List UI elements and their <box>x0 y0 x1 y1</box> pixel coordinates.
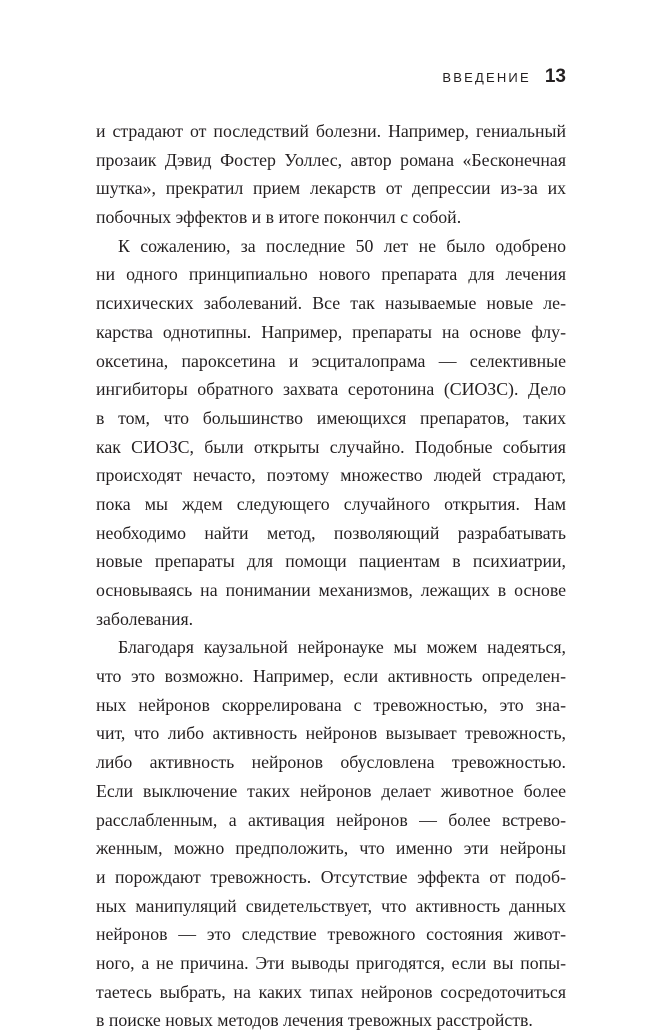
text-line: основываясь на понимании механизмов, лежащих в основе <box>96 580 566 600</box>
text-line: психических заболеваний. Все так называемые новые ле- <box>96 293 566 314</box>
text-line: в поиске новых методов лечения тревожных расстройств. <box>96 1010 533 1031</box>
text-line: нейронов — это следствие тревожного состояния живот- <box>96 924 566 945</box>
text-line: ных манипуляций свидетельствует, что активность данных <box>96 895 566 916</box>
paragraph-1 <box>96 117 566 232</box>
text-line: Благодаря каузальной нейронауке мы можем надеяться, <box>118 637 566 658</box>
text-line: необходимо найти метод, позволяющий разрабатывать <box>96 522 566 543</box>
text-line: К сожалению, за последние 50 лет не было одобрено <box>118 235 566 256</box>
paragraph-3 <box>96 633 566 1035</box>
text-line: ного, а не причина. Эти выводы пригодятся, если вы попы- <box>96 952 566 973</box>
text-line: происходят нечасто, поэтому множество людей страдают, <box>96 465 566 486</box>
text-line: чит, что либо активность нейронов вызывает тревожность, <box>96 723 566 744</box>
text-line: Если выключение таких нейронов делает животное более <box>96 780 566 801</box>
text-line: карства однотипны. Например, препараты на основе флу- <box>96 321 566 342</box>
text-line: и порождают тревожность. Отсутствие эффекта от подоб- <box>96 866 566 887</box>
text-line: побочных эффектов и в итоге покончил с собой. <box>96 207 462 228</box>
text-line: прозаик Дэвид Фостер Уоллес, автор романа «Бесконечная <box>96 149 566 170</box>
running-head <box>442 66 566 88</box>
text-line: что это возможно. Например, если активность определен- <box>96 666 566 687</box>
text-line: женным, можно предположить, что именно эти нейроны <box>96 838 566 859</box>
text-line: оксетина, пароксетина и эсциталопрама — селективные <box>96 350 566 371</box>
text-line: ни одного принципиально нового препарата для лечения <box>96 264 566 285</box>
text-line: таетесь выбрать, на каких типах нейронов сосредоточиться <box>96 981 566 1002</box>
paragraph-2 <box>96 232 566 634</box>
section-title: ВВЕДЕНИЕ <box>442 70 531 85</box>
text-line: пока мы ждем следующего случайного открытия. Нам <box>96 493 566 514</box>
text-line: и страдают от последствий болезни. Например, гениальный <box>96 121 566 141</box>
text-line: новые препараты для помощи пациентам в психиатрии, <box>96 551 566 572</box>
body-text <box>96 117 566 1035</box>
page-number: 13 <box>544 66 566 87</box>
text-line: ных нейронов скоррелирована с тревожностью, это зна- <box>96 694 566 715</box>
text-line: ингибиторы обратного захвата серотонина (СИОЗС). Дело <box>96 379 566 400</box>
text-line: либо активность нейронов обусловлена тревожностью. <box>96 752 566 773</box>
text-line: заболевания. <box>96 608 194 629</box>
text-line: расслабленным, а активация нейронов — более встрево- <box>96 809 566 830</box>
text-line: как СИОЗС, были открыты случайно. Подобные события <box>96 436 566 457</box>
text-line: в том, что большинство имеющихся препаратов, таких <box>96 407 566 428</box>
text-line: шутка», прекратил прием лекарств от депрессии из-за их <box>96 178 566 199</box>
